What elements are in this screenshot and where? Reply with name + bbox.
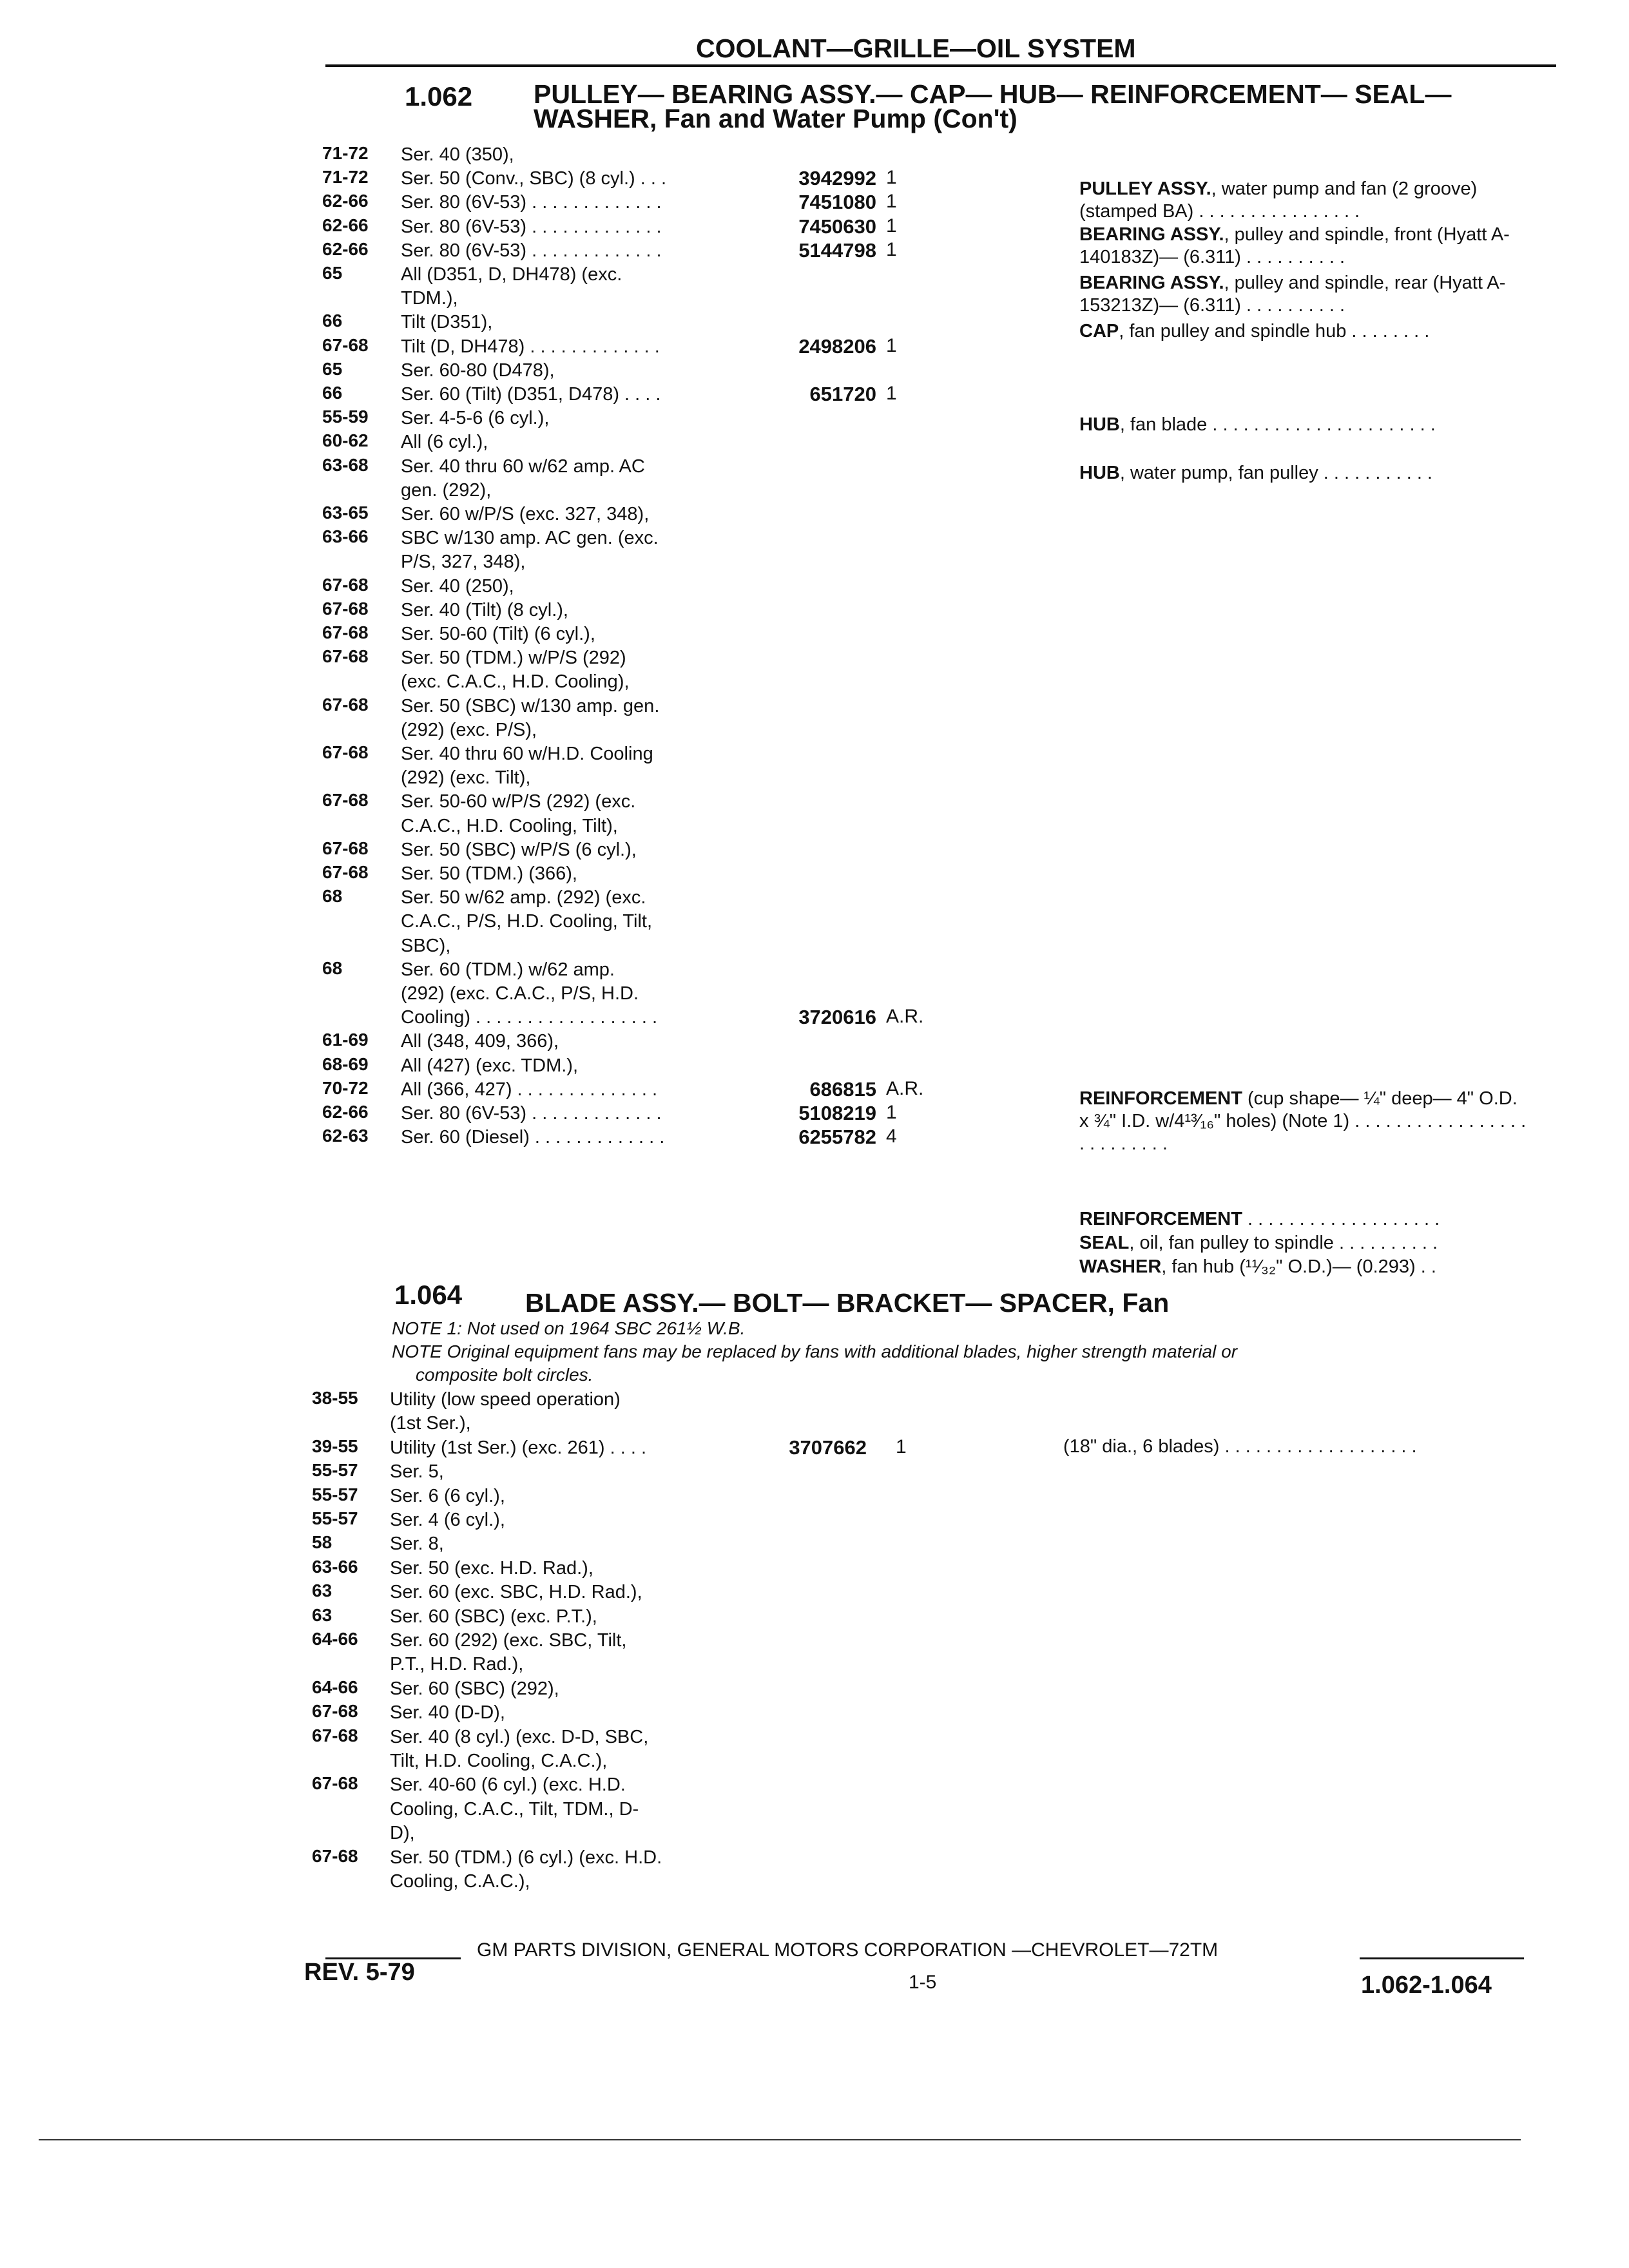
application-description: Ser. 4 (6 cyl.),: [390, 1510, 505, 1530]
part-details: . . . . . . . . . . . . . . . . . . .: [1242, 1209, 1440, 1229]
section-number: 1.062: [405, 81, 473, 111]
model-years: 67-68: [322, 694, 369, 715]
part-description: [1079, 224, 1530, 269]
application-description: Ser. 50 (TDM.) w/P/S (292): [401, 648, 626, 669]
footer-rule-right: [1360, 1957, 1524, 1959]
model-years: 67-68: [312, 1845, 358, 1866]
application-description: SBC),: [401, 935, 451, 956]
application-description: (exc. C.A.C., H.D. Cooling),: [401, 671, 630, 693]
application-description: Ser. 50-60 (Tilt) (6 cyl.),: [401, 624, 595, 644]
application-description: All (348, 409, 366),: [401, 1031, 559, 1052]
application-description: All (6 cyl.),: [401, 432, 488, 453]
application-description: Tilt (D, DH478) . . . . . . . . . . . . .: [401, 336, 660, 357]
application-description: Ser. 50 (SBC) w/P/S (6 cyl.),: [401, 839, 637, 860]
application-description: Ser. 40 (8 cyl.) (exc. D-D, SBC,: [390, 1726, 649, 1747]
part-description: [1079, 414, 1530, 436]
application-description: (292) (exc. C.A.C., P/S, H.D.: [401, 983, 639, 1004]
model-years: 63-65: [322, 503, 369, 523]
model-years: 67-68: [312, 1773, 358, 1794]
section2-heading: BLADE ASSY.— BOLT— BRACKET— SPACER, Fan: [525, 1288, 1170, 1318]
part-number: 3707662: [789, 1436, 867, 1459]
quantity: 1: [886, 215, 897, 236]
model-years: 55-57: [312, 1508, 358, 1528]
application-description: Ser. 60 (Diesel) . . . . . . . . . . . . .: [401, 1127, 665, 1148]
note-1: NOTE 1: Not used on 1964 SBC 261½ W.B.: [392, 1318, 746, 1338]
part-description: [1079, 1256, 1530, 1278]
model-years: 70-72: [322, 1077, 369, 1098]
part-description: [1079, 1088, 1530, 1155]
application-description: Ser. 80 (6V-53) . . . . . . . . . . . . .: [401, 192, 662, 213]
model-years: 65: [322, 358, 343, 379]
application-description: Ser. 40 thru 60 w/H.D. Cooling: [401, 744, 653, 764]
application-description: Cooling, C.A.C.),: [390, 1871, 530, 1892]
part-details: (18" dia., 6 blades) . . . . . . . . . . . . . . . . . . .: [1063, 1436, 1417, 1457]
application-description: D),: [390, 1823, 415, 1844]
model-years: 67-68: [322, 838, 369, 858]
part-number: 3720616: [798, 1006, 876, 1029]
model-years: 68: [322, 957, 343, 978]
page-number: 1-5: [909, 1972, 937, 1993]
quantity: 1: [886, 238, 897, 260]
part-number: 651720: [809, 383, 876, 405]
model-years: 39-55: [312, 1436, 358, 1456]
part-name: BEARING ASSY.: [1079, 224, 1224, 245]
quantity: 4: [886, 1126, 897, 1148]
model-years: 67-68: [322, 334, 369, 355]
application-description: Ser. 60 (exc. SBC, H.D. Rad.),: [390, 1582, 642, 1603]
part-description: [1063, 1436, 1514, 1458]
model-years: 67-68: [322, 742, 369, 762]
part-number: 7450630: [798, 215, 876, 238]
header-rule: [325, 64, 1556, 67]
part-name: SEAL: [1079, 1233, 1130, 1253]
application-description: P.T., H.D. Rad.),: [390, 1654, 524, 1675]
part-number: 5108219: [798, 1102, 876, 1124]
model-years: 66: [322, 311, 343, 331]
application-description: gen. (292),: [401, 479, 492, 501]
application-description: Tilt (D351),: [401, 312, 493, 333]
model-years: 68-69: [322, 1053, 369, 1074]
model-years: 64-66: [312, 1629, 358, 1649]
section-heading-line2: WASHER, Fan and Water Pump (Con't): [534, 104, 1017, 133]
part-details: , water pump and fan (2 groove) (stamped BA) . . . . . . . . . . . . . . . .: [1079, 178, 1478, 222]
application-description: Ser. 6 (6 cyl.),: [390, 1485, 505, 1506]
note-2-line2: composite bolt circles.: [416, 1365, 593, 1385]
scan-edge-line: [39, 2139, 1521, 2140]
model-years: 64-66: [312, 1677, 358, 1697]
quantity: A.R.: [886, 1006, 924, 1028]
model-years: 62-66: [322, 1102, 369, 1122]
application-description: Ser. 40 (D-D),: [390, 1702, 505, 1724]
application-description: TDM.),: [401, 288, 458, 309]
part-details: , pulley and spindle, front (Hyatt A-140183Z)— (6.311) . . . . . . . . . .: [1079, 224, 1510, 267]
part-description: [1079, 1208, 1530, 1231]
part-description: [1079, 1232, 1530, 1254]
part-name: REINFORCEMENT: [1079, 1088, 1242, 1109]
quantity: A.R.: [886, 1077, 924, 1099]
application-description: Utility (1st Ser.) (exc. 261) . . . .: [390, 1437, 647, 1458]
application-description: Ser. 40 (250),: [401, 575, 514, 597]
application-description: Ser. 50 (TDM.) (6 cyl.) (exc. H.D.: [390, 1847, 662, 1868]
model-years: 63-68: [322, 454, 369, 475]
part-number: 3942992: [798, 167, 876, 190]
application-description: Ser. 80 (6V-53) . . . . . . . . . . . . .: [401, 216, 662, 237]
model-years: 67-68: [322, 574, 369, 595]
application-description: Ser. 60 (SBC) (292),: [390, 1678, 559, 1699]
application-description: SBC w/130 amp. AC gen. (exc.: [401, 528, 659, 549]
application-description: Ser. 80 (6V-53) . . . . . . . . . . . . .: [401, 240, 662, 261]
model-years: 63: [312, 1604, 333, 1625]
model-years: 66: [322, 383, 343, 403]
application-description: Tilt, H.D. Cooling, C.A.C.),: [390, 1751, 608, 1771]
part-details: , water pump, fan pulley . . . . . . . . . . .: [1119, 463, 1432, 483]
part-name: PULLEY ASSY.: [1079, 178, 1211, 199]
part-details: , pulley and spindle, rear (Hyatt A-153213Z)— (6.311) . . . . . . . . . .: [1079, 273, 1506, 316]
application-description: Ser. 50 w/62 amp. (292) (exc.: [401, 887, 646, 908]
model-years: 55-57: [312, 1460, 358, 1481]
application-description: Ser. 60 (TDM.) w/62 amp.: [401, 959, 615, 980]
part-number: 7451080: [798, 191, 876, 214]
application-description: Ser. 50-60 w/P/S (292) (exc.: [401, 791, 636, 812]
model-years: 67-68: [322, 598, 369, 619]
application-description: Ser. 4-5-6 (6 cyl.),: [401, 408, 550, 429]
quantity: 1: [886, 167, 897, 189]
model-years: 67-68: [322, 790, 369, 811]
application-description: Ser. 40 (Tilt) (8 cyl.),: [401, 599, 568, 620]
quantity: 1: [886, 383, 897, 404]
footer-organization: GM PARTS DIVISION, GENERAL MOTORS CORPORATION —CHEVROLET—72TM: [477, 1939, 1219, 1961]
model-years: 61-69: [322, 1030, 369, 1050]
application-description: Cooling, C.A.C., Tilt, TDM., D-: [390, 1798, 639, 1820]
part-details: (cup shape— ¼" deep— 4" O.D. x ¾" I.D. w/4¹³⁄₁₆" holes) (Note 1) . . . . . . . . . . . . . . . . . . . . . . . . . .: [1079, 1088, 1527, 1154]
model-years: 62-66: [322, 238, 369, 259]
application-description: Ser. 80 (6V-53) . . . . . . . . . . . . .: [401, 1103, 662, 1124]
model-years: 67-68: [322, 646, 369, 667]
model-years: 55-57: [312, 1484, 358, 1504]
application-description: All (427) (exc. TDM.),: [401, 1055, 579, 1076]
part-name: CAP: [1079, 321, 1119, 341]
quantity: 1: [886, 334, 897, 356]
part-description: [1079, 462, 1530, 485]
application-description: (292) (exc. Tilt),: [401, 767, 531, 789]
model-years: 60-62: [322, 430, 369, 451]
model-years: 63-66: [322, 526, 369, 547]
model-years: 38-55: [312, 1388, 358, 1408]
application-description: Ser. 50 (Conv., SBC) (8 cyl.) . . .: [401, 168, 667, 189]
model-years: 71-72: [322, 167, 369, 187]
application-description: All (366, 427) . . . . . . . . . . . . . .: [401, 1079, 658, 1100]
revision-label: REV. 5-79: [304, 1959, 415, 1986]
model-years: 62-66: [322, 215, 369, 235]
part-details: , oil, fan pulley to spindle . . . . . . . . . .: [1129, 1233, 1438, 1253]
application-description: Ser. 5,: [390, 1461, 444, 1483]
part-description: [1079, 320, 1530, 343]
part-name: HUB: [1079, 414, 1120, 435]
model-years: 62-63: [322, 1126, 369, 1146]
part-name: BEARING ASSY.: [1079, 273, 1224, 293]
note-2-line1: NOTE Original equipment fans may be replaced by fans with additional blades, higher strength material or: [392, 1341, 1238, 1361]
section-heading-line1: PULLEY— BEARING ASSY.— CAP— HUB— REINFORCEMENT— SEAL—: [534, 79, 1452, 109]
part-name: WASHER: [1079, 1256, 1162, 1277]
part-description: [1079, 178, 1530, 223]
part-number: 6255782: [798, 1126, 876, 1149]
page-header-title: COOLANT—GRILLE—OIL SYSTEM: [696, 34, 1136, 63]
application-description: Ser. 60 (SBC) (exc. P.T.),: [390, 1606, 597, 1627]
application-description: (1st Ser.),: [390, 1413, 471, 1434]
part-details: , fan blade . . . . . . . . . . . . . . . . . . . . . .: [1119, 414, 1436, 435]
application-description: Ser. 40-60 (6 cyl.) (exc. H.D.: [390, 1774, 626, 1796]
application-description: Ser. 50 (exc. H.D. Rad.),: [390, 1557, 593, 1579]
application-description: P/S, 327, 348),: [401, 552, 526, 573]
quantity: 1: [886, 1102, 897, 1123]
model-years: 71-72: [322, 143, 369, 163]
application-description: All (D351, D, DH478) (exc.: [401, 264, 622, 285]
application-description: (292) (exc. P/S),: [401, 719, 537, 740]
model-years: 68: [322, 886, 343, 907]
part-name: REINFORCEMENT: [1079, 1209, 1242, 1229]
section-range: 1.062-1.064: [1361, 1972, 1492, 1999]
application-description: Ser. 60 w/P/S (exc. 327, 348),: [401, 504, 650, 524]
model-years: 67-68: [322, 622, 369, 642]
application-description: Ser. 40 thru 60 w/62 amp. AC: [401, 456, 645, 477]
part-number: 686815: [809, 1077, 876, 1100]
application-description: Ser. 50 (TDM.) (366),: [401, 863, 577, 884]
application-description: Ser. 60-80 (D478),: [401, 360, 555, 381]
application-description: Ser. 60 (Tilt) (D351, D478) . . . .: [401, 384, 661, 405]
application-description: Ser. 8,: [390, 1533, 444, 1555]
quantity: 1: [896, 1436, 907, 1457]
part-description: [1079, 272, 1530, 317]
model-years: 58: [312, 1532, 333, 1553]
application-description: Ser. 50 (SBC) w/130 amp. gen.: [401, 695, 660, 716]
part-name: HUB: [1079, 463, 1120, 483]
model-years: 63-66: [312, 1556, 358, 1577]
part-number: 2498206: [798, 334, 876, 358]
part-details: , fan pulley and spindle hub . . . . . . . .: [1119, 321, 1430, 341]
application-description: Utility (low speed operation): [390, 1389, 621, 1410]
model-years: 67-68: [312, 1725, 358, 1745]
model-years: 62-66: [322, 191, 369, 211]
application-description: Ser. 60 (292) (exc. SBC, Tilt,: [390, 1630, 627, 1651]
model-years: 63: [312, 1581, 333, 1601]
part-details: , fan hub (¹¹⁄₃₂" O.D.)— (0.293) . .: [1161, 1256, 1436, 1277]
application-description: C.A.C., P/S, H.D. Cooling, Tilt,: [401, 911, 652, 932]
model-years: 55-59: [322, 407, 369, 427]
part-number: 5144798: [798, 238, 876, 262]
model-years: 67-68: [312, 1701, 358, 1722]
application-description: Ser. 40 (350),: [401, 144, 514, 165]
quantity: 1: [886, 191, 897, 213]
application-description: Cooling) . . . . . . . . . . . . . . . . . .: [401, 1007, 658, 1028]
model-years: 65: [322, 263, 343, 283]
section2-number: 1.064: [394, 1280, 463, 1310]
model-years: 67-68: [322, 862, 369, 882]
application-description: C.A.C., H.D. Cooling, Tilt),: [401, 815, 618, 836]
